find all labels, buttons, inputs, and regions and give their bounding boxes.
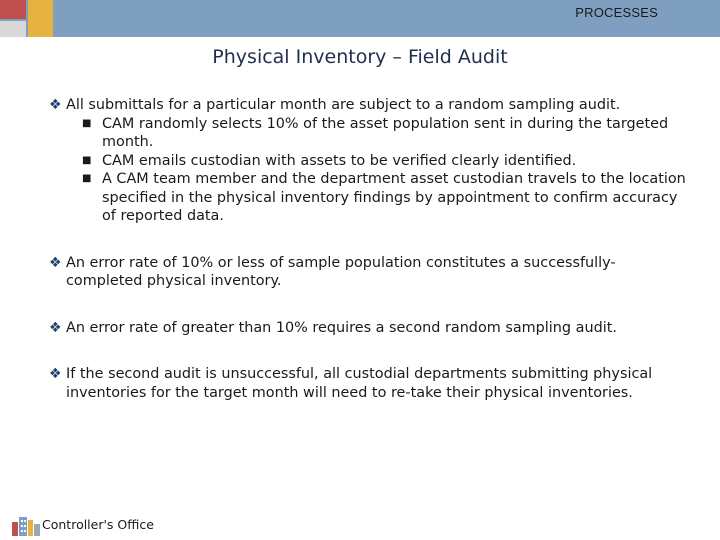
- building-logo-icon: [11, 514, 41, 536]
- bullet-item: [49, 96, 689, 115]
- bullet-list: [49, 96, 689, 402]
- bullet-text: If the second audit is unsuccessful, all custodial departments submitting physical inventories for the target month will need to re-take their physical inventories.: [66, 366, 653, 401]
- footer-label: Controller's Office: [42, 517, 154, 532]
- sub-bullet-item: [49, 170, 689, 226]
- diamond-bullet-icon: ❖: [49, 97, 62, 113]
- diamond-bullet-icon: ❖: [49, 254, 62, 271]
- bullet-text: An error rate of greater than 10% requires a second random sampling audit.: [66, 319, 617, 336]
- sub-bullet-text: A CAM team member and the department asset custodian travels to the location specified in the physical inventory findings by appointment to confirm accuracy of reported data.: [102, 171, 686, 224]
- square-bullet-icon: ■: [82, 117, 92, 129]
- header-accent-red: [0, 0, 26, 19]
- square-bullet-icon: ■: [82, 154, 92, 166]
- sub-bullet-item: [49, 152, 689, 171]
- header-accent-gold: [28, 0, 53, 37]
- header-accent-light: [0, 21, 26, 37]
- bullet-item: [49, 365, 689, 402]
- sub-bullet-text: CAM randomly selects 10% of the asset population sent in during the targeted month.: [102, 115, 669, 150]
- section-label: PROCESSES: [575, 5, 658, 20]
- square-bullet-icon: ■: [82, 173, 92, 184]
- diamond-bullet-icon: ❖: [49, 319, 62, 336]
- diamond-bullet-icon: ❖: [49, 366, 62, 382]
- bullet-item: [49, 254, 689, 291]
- bullet-text: An error rate of 10% or less of sample population constitutes a successfully-completed physical inventory.: [66, 254, 616, 289]
- bullet-text: All submittals for a particular month are subject to a random sampling audit.: [66, 97, 621, 113]
- bullet-item: [49, 319, 689, 338]
- sub-bullet-item: [49, 115, 689, 152]
- page-title: Physical Inventory – Field Audit: [212, 46, 508, 68]
- sub-bullet-text: CAM emails custodian with assets to be verified clearly identified.: [102, 152, 577, 169]
